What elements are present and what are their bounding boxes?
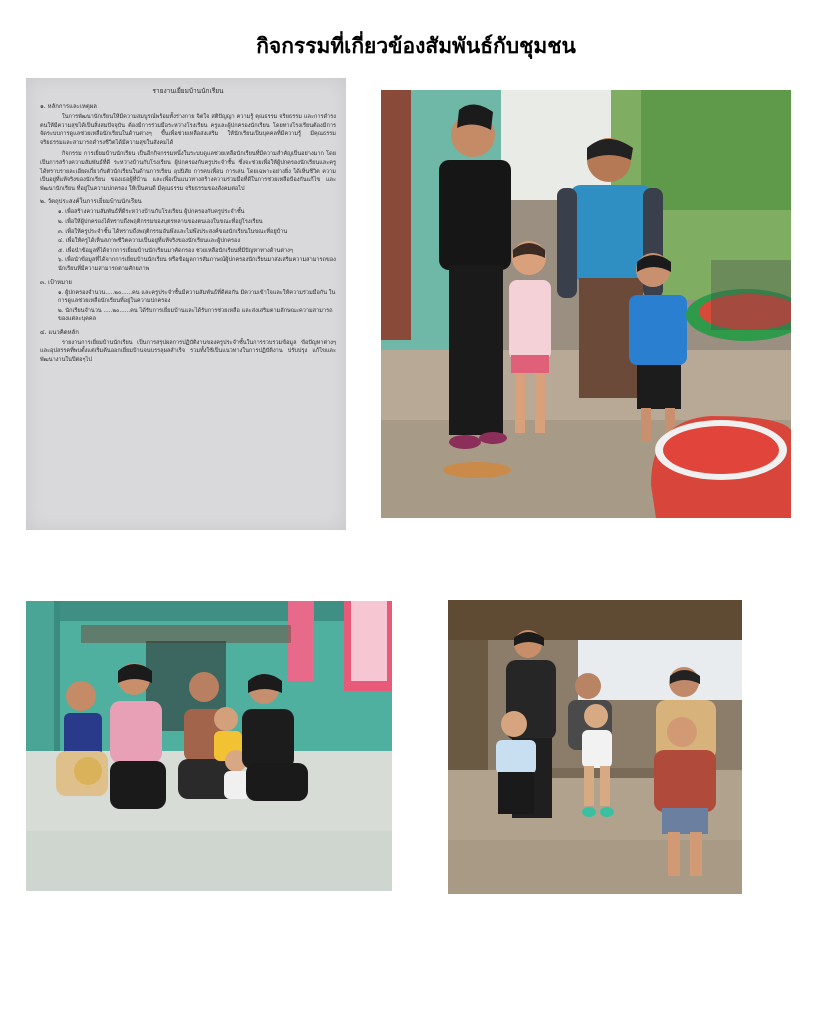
objective-item: ๖. เพื่อนำข้อมูลที่ได้จากการเยี่ยมบ้านนักเรียน หรือข้อมูลการสัมภาษณ์ผู้ปกครองนักเรียนมาส่งเสริมความสามารถของนักเรียนที่มีความสามารถตามศักยภาพ bbox=[58, 257, 336, 272]
objective-item: ๒. เพื่อให้ผู้ปกครองได้ทราบถึงพฤติกรรมของบุตรหลานของตนเองในขณะที่อยู่โรงเรียน bbox=[58, 218, 263, 225]
target-item: ๑. ผู้ปกครองจำนวน.....๒๐......คน และครูประจำชั้นมีความสัมพันธ์ที่ดีต่อกัน มีความเข้าใจและให้ความร่วมมือกัน ในการดูแลช่วยเหลือนักเรียนที่อยู่ในความปกครอง bbox=[58, 289, 336, 305]
document-title: รายงานเยี่ยมบ้านนักเรียน bbox=[152, 87, 224, 95]
section1-paragraph-2: กิจกรรม การเยี่ยมบ้านนักเรียน เป็นอีกกิจกรรมหนึ่งในระบบดูแลช่วยเหลือนักเรียนที่มีความสำคัญเป็นอย่างมาก โดยเป็นการสร้างความสัมพันธ์ที่ดี ระหว่างบ้านกับโรงเรียน ผู้ปกครองกับครูประจำชั้น ซึ่งจะช่วยเพื่อให้ผู้ปกครองนักเรียนและครู ได้ทราบรายละเอียดเกี่ยวกับตัวนักเรียนในด้านการเรียน อุปนิสัย การคบเพื่อน การเล่น โดยเฉพาะอย่างยิ่ง ได้เห็นชีวิต ความเป็นอยู่ที่แท้จริงของนักเรียน ของเธอผู้ที่บ้าน และเพื่อเป็นแนวทางสร้างความร่วมมือที่ดีในการช่วยเหลือป้องกันแก้ไข และพัฒนานักเรียน ที่อยู่ในความปกครอง ให้เป็นคนดี มีคุณธรรม จริยธรรมของสังคมต่อไป bbox=[40, 151, 336, 192]
photo-porch-visit bbox=[381, 90, 791, 518]
section4-heading: ๔. แนวคิดหลัก bbox=[40, 328, 79, 336]
page-title: กิจกรรมที่เกี่ยวข้องสัมพันธ์กับชุมชน bbox=[256, 34, 576, 58]
section1-heading: ๑. หลักการและเหตุผล bbox=[40, 103, 97, 110]
objective-item: ๕. เพื่อนำข้อมูลที่ได้จากการเยี่ยมบ้านนักเรียนมาคัดกรอง ช่วยเหลือนักเรียนที่มีปัญหาทางด้านต่างๆ bbox=[58, 247, 293, 254]
objective-item: ๔. เพื่อให้ครูได้เห็นสภาพชีวิตความเป็นอยู่ที่แท้จริงของนักเรียนและผู้ปกครอง bbox=[58, 238, 241, 245]
objective-item: ๑. เพื่อสร้างความสัมพันธ์ที่ดีระหว่างบ้านกับโรงเรียน ผู้ปกครองกับครูประจำชั้น bbox=[58, 209, 245, 216]
section1-paragraph-1: ในการพัฒนานักเรียนให้มีความสมบูรณ์พร้อมทั้งร่างกาย จิตใจ สติปัญญา ความรู้ คุณธรรม จริยธรรม และการดำรงตนให้มีความสุขได้เป็นสิ่งสมปัจจุบัน ต้องมีการร่วมมือระหว่างโรงเรียน ครูและผู้ปกครองนักเรียน โดยทางโรงเรียนต้องมีการจัดระบบการดูแลช่วยเหลือนักเรียนในด้านต่างๆ ขึ้นเพื่อช่วยเหลือส่งเสริม ให้นักเรียนเป็นบุคคลที่มีความรู้ มีคุณธรรม จริยธรรมและสามารถดำรงชีวิตได้มีความสุขในสังคมได้ bbox=[40, 114, 336, 146]
target-item: ๒. นักเรียนจำนวน .....๒๐......คน ได้รับการเยี่ยมบ้านและได้รับการช่วยเหลือ และส่งเสริมตามลักษณะความสามารถของแต่ละบุคคล bbox=[58, 307, 333, 323]
photo-indoor-visit bbox=[26, 601, 392, 891]
section4-paragraph: รายงานการเยี่ยมบ้านนักเรียน เป็นการสรุปผลการปฏิบัติงานของครูประจำชั้นในการรวบรวมข้อมูล ข้อปัญหาต่างๆ และอุปสรรคที่พบตั้งแต่เริ่มต้นออกเยี่ยมบ้านจนบรรลุผลสำเร็จ รวมทั้งใช้เป็นแนวทางในการปฏิบัติงาน ปรับปรุง แก้ไขและพัฒนางานในปีต่อๆไป bbox=[40, 339, 336, 364]
section2-heading: ๒. วัตถุประสงค์ในการเยี่ยมบ้านนักเรียน bbox=[40, 198, 142, 206]
home-visit-report-document bbox=[26, 78, 346, 530]
photo-outdoor-visit bbox=[448, 600, 742, 894]
section3-heading: ๓. เป้าหมาย bbox=[40, 278, 72, 286]
objective-item: ๓. เพื่อให้ครูประจำชั้น ได้ทราบถึงพฤติกรรมอันพึงและไม่พึงประสงค์ของนักเรียนในขณะที่อยู่บ้าน bbox=[58, 228, 288, 235]
